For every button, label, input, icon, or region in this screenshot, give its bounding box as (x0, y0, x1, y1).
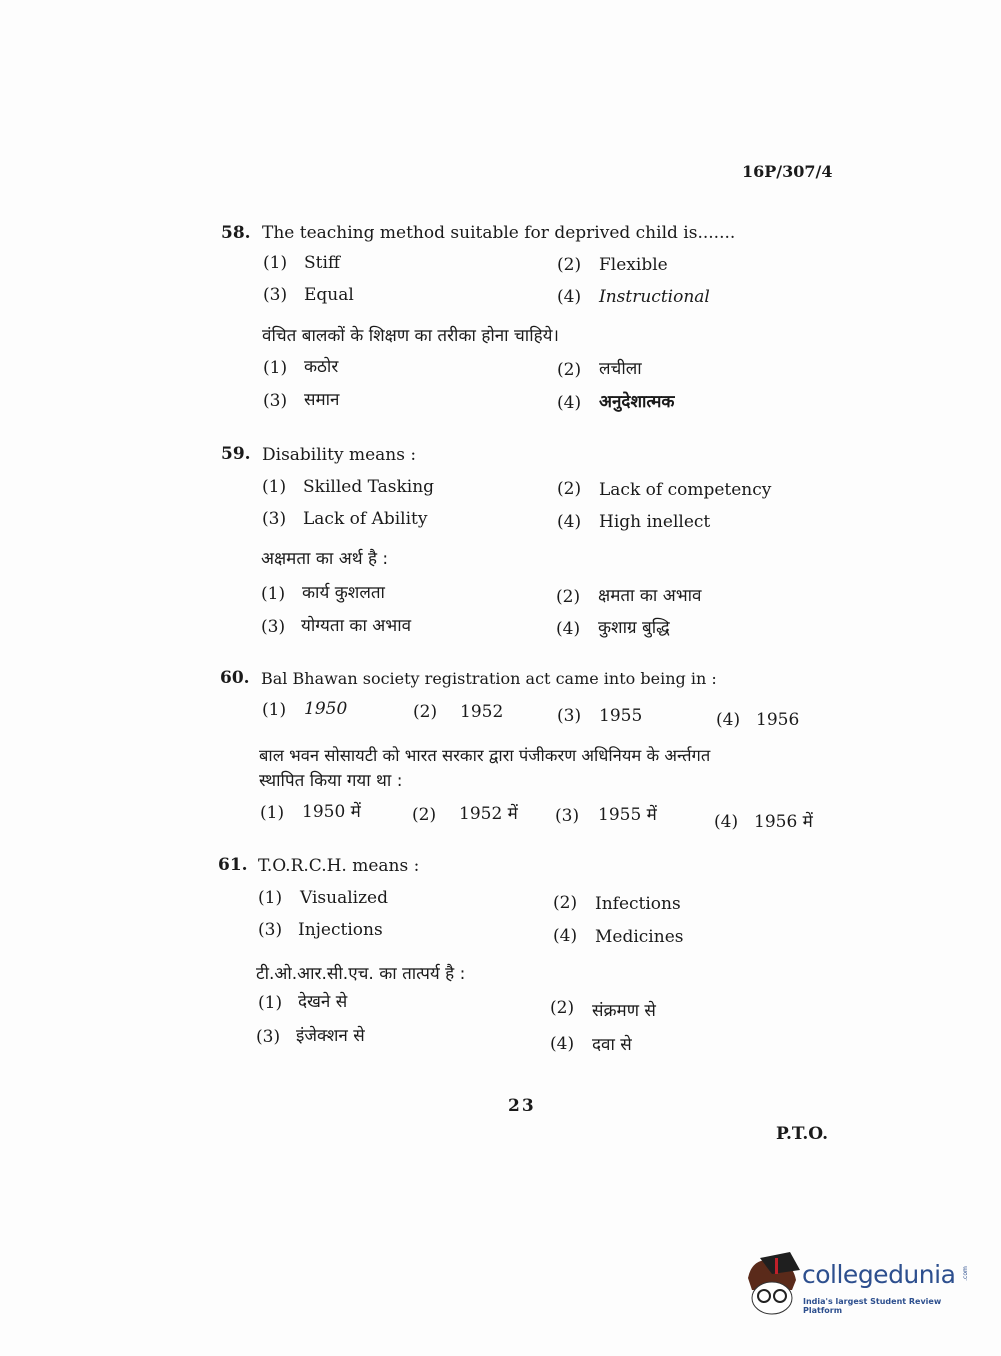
option-number: (2) (557, 255, 582, 275)
logo-wordmark: collegedunia (802, 1260, 956, 1289)
logo-com: .com (961, 1266, 969, 1281)
option-number: (2) (557, 479, 582, 499)
pto-label: P.T.O. (776, 1124, 828, 1144)
question-text-hindi: बाल भवन सोसायटी को भारत सरकार द्वारा पंजीकरण अधिनियम के अर्न्तगत (259, 746, 711, 765)
question-text-hindi: टी.ओ.आर.सी.एच. का तात्पर्य है : (256, 964, 466, 984)
option-text: अनुदेशात्मक (599, 392, 675, 412)
option-text: लचीला (599, 359, 642, 379)
option-text: Lack of competency (599, 480, 772, 500)
option-text: 1956 (756, 710, 800, 730)
option-text: इंजेक्शन से (296, 1026, 365, 1046)
option-number: (3) (263, 391, 288, 411)
option-text: Medicines (595, 927, 684, 947)
logo-tagline: India's largest Student Review Platform (803, 1297, 942, 1315)
option-text: Lack of Ability (303, 509, 428, 529)
question-text: Disability means : (262, 445, 417, 465)
option-number: (2) (556, 587, 581, 607)
option-text: 1950 (304, 699, 348, 719)
question-text: Bal Bhawan society registration act came into being in : (261, 669, 717, 688)
option-number: (4) (716, 710, 741, 730)
option-number: (4) (714, 812, 739, 832)
option-number: (2) (412, 805, 437, 825)
option-number: (1) (260, 803, 285, 823)
option-text: 1955 (599, 706, 643, 726)
option-number: (2) (553, 893, 578, 913)
question-text: T.O.R.C.H. means : (258, 856, 420, 876)
option-number: (1) (262, 700, 287, 720)
paper-code: 16P/307/4 (742, 162, 833, 181)
question-number: 60. (220, 668, 250, 688)
option-text: Skilled Tasking (303, 477, 435, 497)
option-number: (4) (553, 926, 578, 946)
option-text: Flexible (599, 255, 668, 275)
option-text: Stiff (304, 253, 340, 273)
option-text: Injections (298, 920, 383, 940)
option-text: 1956 में (754, 812, 813, 832)
option-number: (1) (261, 584, 286, 604)
option-number: (3) (263, 285, 288, 305)
option-text: High inellect (599, 512, 711, 532)
option-text: देखने से (298, 992, 348, 1012)
option-text: क्षमता का अभाव (598, 586, 702, 606)
option-text: 1952 (460, 702, 504, 722)
option-number: (4) (557, 512, 582, 532)
option-number: (2) (413, 702, 438, 722)
option-text: Visualized (300, 888, 388, 908)
option-text: 1950 में (302, 802, 361, 822)
option-number: (3) (256, 1027, 281, 1047)
option-text: संक्रमण से (592, 1001, 656, 1021)
option-text: कठोर (304, 357, 339, 377)
question-text-hindi: स्थापित किया गया था : (259, 771, 403, 791)
option-number: (4) (557, 393, 582, 413)
question-number: 58. (221, 223, 251, 243)
page-number: 23 (508, 1096, 536, 1116)
option-text: 1955 में (598, 805, 657, 825)
option-number: (2) (557, 360, 582, 380)
question-number: 59. (221, 444, 251, 464)
option-text: Instructional (599, 287, 710, 307)
option-text: योग्यता का अभाव (301, 616, 412, 636)
question-number: 61. (218, 855, 248, 875)
option-number: (1) (263, 358, 288, 378)
option-text: समान (304, 390, 340, 410)
option-text: कार्य कुशलता (302, 583, 385, 603)
option-number: (1) (262, 477, 287, 497)
option-number: (1) (258, 993, 283, 1013)
collegedunia-logo (742, 1250, 972, 1320)
option-number: (3) (555, 806, 580, 826)
option-text: Equal (304, 285, 354, 305)
option-number: (3) (258, 920, 283, 940)
option-number: (1) (258, 888, 283, 908)
option-number: (3) (557, 706, 582, 726)
question-text: The teaching method suitable for deprived child is....... (262, 223, 736, 243)
option-number: (4) (557, 287, 582, 307)
option-text: 1952 में (459, 804, 518, 824)
option-number: (3) (262, 509, 287, 529)
option-text: कुशाग्र बुद्धि (598, 618, 670, 638)
option-text: Infections (595, 894, 681, 914)
option-number: (4) (550, 1034, 575, 1054)
question-text-hindi: अक्षमता का अर्थ है : (261, 549, 389, 569)
option-number: (4) (556, 619, 581, 639)
question-text-hindi: वंचित बालकों के शिक्षण का तरीका होना चाहिये। (262, 326, 559, 346)
option-number: (1) (263, 253, 288, 273)
mascot-icon (742, 1250, 802, 1320)
option-text: दवा से (592, 1035, 632, 1055)
option-number: (3) (261, 617, 286, 637)
option-number: (2) (550, 998, 575, 1018)
